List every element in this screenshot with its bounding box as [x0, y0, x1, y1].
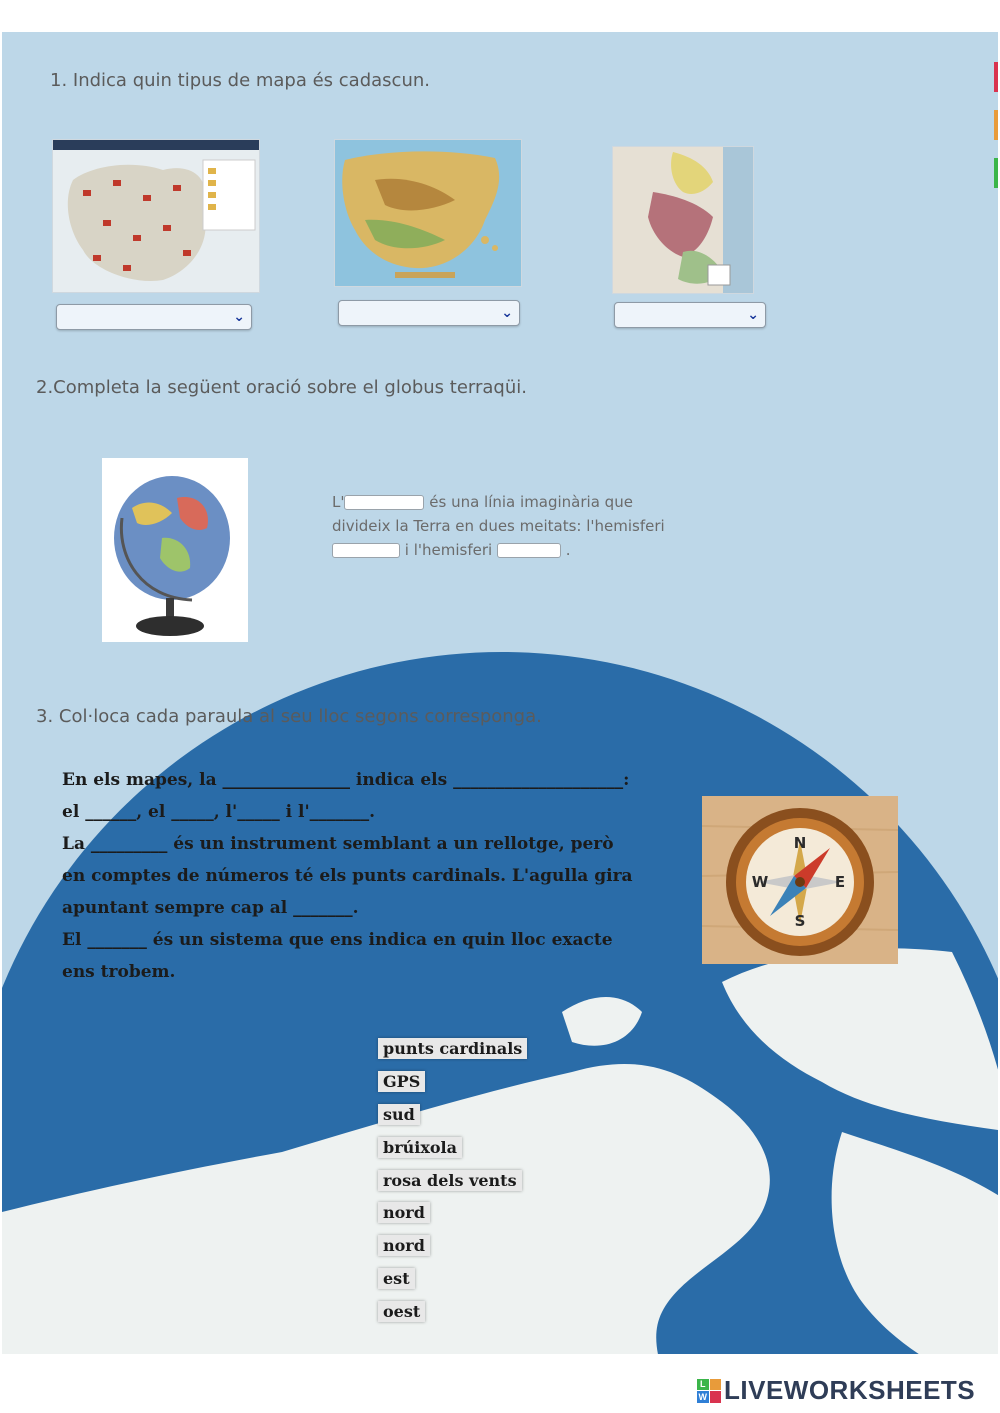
cloze-line: apuntant sempre cap al _______.: [62, 898, 359, 918]
map-spain-physical-image: [334, 139, 522, 287]
question-2-title: 2.Completa la següent oració sobre el globus terraqüi.: [36, 377, 527, 398]
word-tile[interactable]: est: [378, 1268, 415, 1289]
edge-marker-orange: [994, 110, 998, 140]
chevron-down-icon: ⌄: [747, 307, 759, 323]
sentence-part-2: és una línia imaginària que divideix la Terra en dues meitats: l'hemisferi: [332, 493, 665, 535]
question-3-title: 3. Col·loca cada paraula al seu lloc segons corresponga.: [36, 706, 542, 727]
worksheet-page: [2, 32, 998, 1354]
blank-equator-input[interactable]: [344, 495, 424, 510]
sentence-part-1: L': [332, 493, 345, 511]
brand-name: LIVEWORKSHEETS: [724, 1375, 976, 1405]
word-tile[interactable]: GPS: [378, 1071, 425, 1092]
question-1-title: 1. Indica quin tipus de mapa és cadascun.: [50, 70, 430, 91]
compass-letter-e: E: [834, 873, 846, 891]
cloze-line: El _______ és un sistema que ens indica en quin lloc exacte: [62, 930, 613, 950]
map-2-type-dropdown[interactable]: [338, 300, 520, 326]
compass-letter-n: N: [793, 834, 807, 852]
blank-hemisphere-2-input[interactable]: [497, 543, 561, 558]
word-tile[interactable]: sud: [378, 1104, 420, 1125]
globe-photo: [102, 458, 248, 642]
word-tile[interactable]: punts cardinals: [378, 1038, 527, 1059]
logo-letter-l: L: [697, 1379, 709, 1391]
chevron-down-icon: ⌄: [233, 309, 245, 325]
chevron-down-icon: ⌄: [501, 305, 513, 321]
compass-letter-w: W: [751, 873, 769, 891]
map-1-type-dropdown[interactable]: [56, 304, 252, 330]
map-valencia-political-image: [612, 146, 754, 294]
cloze-line: ens trobem.: [62, 962, 176, 982]
earth-illustration: [2, 652, 998, 1354]
cloze-line: En els mapes, la _______________ indica els ____________________:: [62, 770, 630, 790]
word-tile[interactable]: oest: [378, 1301, 425, 1322]
word-tile[interactable]: rosa dels vents: [378, 1170, 522, 1191]
compass-letter-s: S: [794, 912, 806, 930]
cloze-line: La _________ és un instrument semblant a un rellotge, però: [62, 834, 614, 854]
map-3-type-dropdown[interactable]: [614, 302, 766, 328]
word-tile[interactable]: nord: [378, 1235, 430, 1256]
globe-sentence: [332, 490, 692, 562]
edge-marker-red: [994, 62, 998, 92]
sentence-part-3: i l'hemisferi: [404, 541, 493, 559]
blank-hemisphere-1-input[interactable]: [332, 543, 400, 558]
logo-letter-w: W: [698, 1391, 707, 1402]
word-tile[interactable]: brúixola: [378, 1137, 462, 1158]
word-tile[interactable]: nord: [378, 1202, 430, 1223]
cloze-line: el ______, el _____, l'_____ i l'_______.: [62, 802, 376, 822]
sentence-part-4: .: [565, 541, 571, 559]
cloze-text: [62, 764, 662, 988]
liveworksheets-logo-icon: [697, 1379, 721, 1403]
edge-marker-green: [994, 158, 998, 188]
compass-image: [702, 796, 898, 964]
cloze-line: en comptes de números té els punts cardinals. L'agulla gira: [62, 866, 633, 886]
footer-branding: [697, 1375, 975, 1406]
map-europe-image: [52, 139, 260, 293]
